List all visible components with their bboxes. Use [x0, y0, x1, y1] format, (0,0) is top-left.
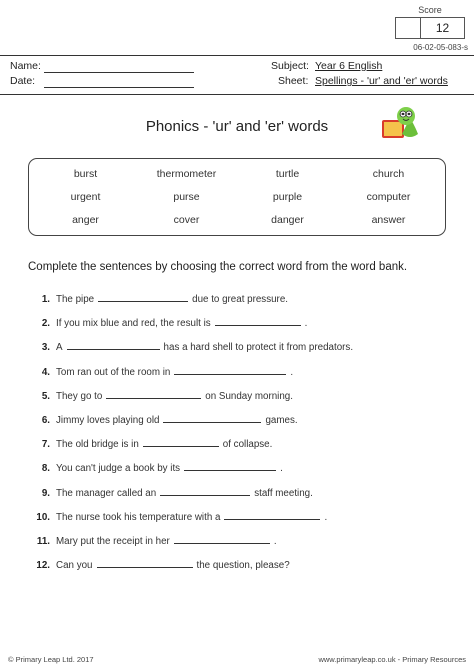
question-text-before: A	[56, 342, 63, 354]
question-text-after: games.	[265, 415, 298, 426]
sheet-value: Spellings - 'ur' and 'er' words	[315, 75, 448, 87]
question-item	[28, 365, 293, 378]
question-text-before: The pipe	[56, 294, 95, 305]
question-number: 11.	[36, 536, 50, 547]
question-text-after: .	[280, 463, 283, 475]
answer-blank[interactable]	[98, 292, 188, 302]
question-text-after: of collapse.	[222, 439, 273, 451]
question-item	[28, 486, 313, 499]
footer-copyright: © Primary Leap Ltd. 2017	[8, 655, 94, 664]
word-bank-item: danger	[271, 213, 304, 226]
header-rule	[0, 94, 474, 95]
question-item	[28, 389, 293, 402]
question-text-after: has a hard shell to protect it from predators.	[163, 342, 354, 354]
answer-blank[interactable]	[174, 534, 270, 544]
subject-label: Subject:	[271, 60, 309, 72]
question-text-after: .	[273, 536, 277, 547]
footer-website: www.primaryleap.co.uk - Primary Resources	[318, 655, 466, 664]
answer-blank[interactable]	[224, 510, 320, 520]
top-rule	[0, 55, 474, 56]
question-text-before: Mary put the receipt in her	[56, 536, 170, 547]
answer-blank[interactable]	[215, 316, 301, 326]
name-line	[44, 72, 194, 73]
word-bank	[28, 158, 446, 236]
question-text-after: .	[304, 318, 308, 330]
question-text-after: staff meeting.	[254, 487, 313, 499]
answer-blank[interactable]	[160, 486, 250, 496]
word-bank-item: anger	[72, 213, 99, 226]
word-bank-item: church	[372, 168, 405, 181]
score-blank	[396, 18, 421, 38]
word-bank-item: turtle	[275, 168, 300, 181]
question-text-before: The old bridge is in	[56, 439, 139, 451]
answer-blank[interactable]	[163, 413, 261, 423]
question-text-before: The nurse took his temperature with a	[56, 511, 221, 523]
answer-blank[interactable]	[184, 461, 276, 471]
name-label: Name:	[10, 60, 41, 72]
date-label: Date:	[10, 75, 36, 87]
question-number: 10.	[36, 511, 50, 523]
score-box	[395, 17, 465, 39]
question-item	[28, 461, 283, 474]
subject-value: Year 6 English	[315, 60, 383, 72]
question-number: 3.	[41, 342, 50, 354]
answer-blank[interactable]	[67, 340, 160, 350]
question-text-before: The manager called an	[56, 487, 157, 499]
question-text-before: Can you	[56, 560, 93, 572]
question-text-before: Tom ran out of the room in	[56, 366, 171, 378]
question-text-after: due to great pressure.	[192, 294, 288, 305]
question-text-after: .	[324, 511, 328, 523]
date-line	[44, 87, 194, 88]
question-number: 5.	[41, 390, 50, 402]
question-item	[28, 413, 298, 426]
question-text-before: You can't judge a book by its	[56, 463, 181, 475]
question-text-before: Jimmy loves playing old	[56, 415, 160, 426]
sheet-code: 06-02-05-083-s	[413, 43, 468, 52]
score-value: 12	[435, 21, 450, 35]
score-label: Score	[418, 5, 442, 15]
word-bank-item: thermometer	[156, 168, 217, 181]
word-bank-item: burst	[73, 168, 98, 181]
word-bank-item: urgent	[70, 190, 101, 203]
word-bank-item: purse	[173, 190, 200, 203]
answer-blank[interactable]	[174, 365, 286, 375]
question-item	[28, 534, 277, 547]
word-bank-item: cover	[173, 213, 200, 226]
question-number: 4.	[41, 366, 50, 378]
question-item	[28, 558, 290, 571]
page-title: Phonics - 'ur' and 'er' words	[145, 118, 329, 135]
question-item	[28, 340, 353, 353]
question-number: 8.	[41, 463, 50, 475]
question-text-before: They go to	[56, 390, 103, 402]
question-item	[28, 510, 327, 523]
question-text-after: the question, please?	[196, 560, 290, 572]
question-text-after: on Sunday morning.	[205, 390, 293, 402]
word-bank-item: computer	[366, 190, 411, 203]
instruction: Complete the sentences by choosing the correct word from the word bank.	[28, 261, 408, 273]
question-item	[28, 292, 288, 305]
question-number: 2.	[41, 318, 50, 330]
question-number: 9.	[41, 487, 50, 499]
question-item	[28, 316, 307, 329]
word-bank-item: purple	[272, 190, 303, 203]
answer-blank[interactable]	[106, 389, 201, 399]
question-item	[28, 437, 272, 450]
question-number: 7.	[41, 439, 50, 451]
answer-blank[interactable]	[143, 437, 219, 447]
question-number: 6.	[41, 415, 50, 426]
question-number: 12.	[36, 560, 50, 572]
question-text-after: .	[290, 366, 294, 378]
sheet-label: Sheet:	[278, 75, 309, 87]
answer-blank[interactable]	[97, 558, 193, 568]
bookworm-icon	[378, 104, 422, 146]
question-number: 1.	[41, 294, 50, 305]
word-bank-item: answer	[371, 213, 406, 226]
question-text-before: If you mix blue and red, the result is	[56, 318, 211, 330]
